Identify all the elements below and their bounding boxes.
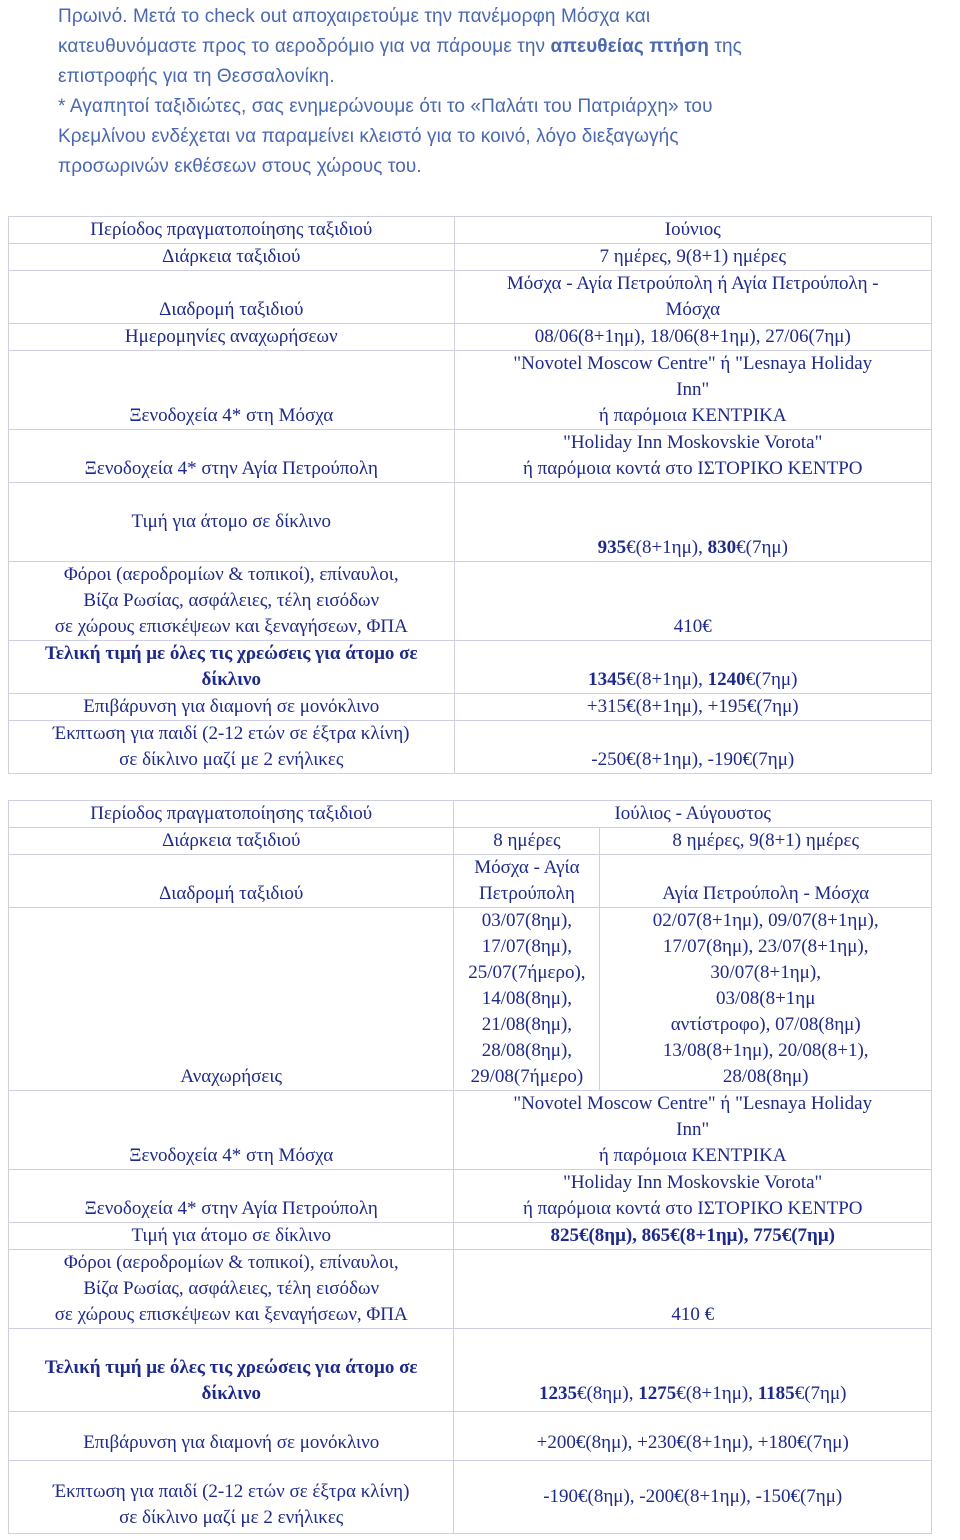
route-label: Διαδρομή ταξιδιού [9,271,455,324]
hotel-spb-value [454,430,931,483]
intro-note-line: προσωρινών εκθέσεων στους χώρους του. [58,156,422,177]
table-row [9,1170,932,1223]
total-line: δίκλινο [201,669,262,690]
total-line: Τελική τιμή με όλες τις χρεώσεις για άτομο σε [44,1357,418,1378]
intro-note-line: * Αγαπητοί ταξιδιώτες, σας ενημερώνουμε ότι το «Παλάτι του Πατριάρχη» του [58,96,713,117]
table-row [9,721,932,774]
departure-date: 03/08(8+1ημ [715,988,816,1009]
route-label: Διαδρομή ταξιδιού [9,855,454,908]
departure-date: 30/07(8+1ημ), [710,962,821,983]
taxes-line: Βίζα Ρωσίας, ασφάλειες, τέλη εισόδων [83,590,380,611]
total-line: Τελική τιμή με όλες τις χρεώσεις για άτομο σε [44,643,418,664]
departure-date: 25/07(7ήμερο), [468,962,586,983]
table-row [9,1461,932,1534]
price-value: 825€(8ημ), 865€(8+1ημ), 775€(7ημ) [454,1223,932,1250]
single-value: +200€(8ημ), +230€(8+1ημ), +180€(7ημ) [454,1412,932,1461]
route-line: Πετρούπολη [479,883,575,904]
intro-line [58,32,948,62]
intro-line: Πρωινό. Μετά το check out αποχαιρετούμε την πανέμορφη Μόσχα και [58,6,651,27]
total-unit: €(7ημ) [794,1383,847,1404]
taxes-line: σε χώρους επισκέψεων και ξεναγήσεων, ΦΠΑ [54,1304,408,1325]
departure-date: 29/08(7ήμερο) [470,1066,584,1087]
table-row [9,908,932,1091]
table-row [9,694,932,721]
departure-date: 03/07(8ημ), [481,910,573,931]
taxes-line: Φόροι (αεροδρομίων & τοπικοί), επίναυλοι, [63,564,399,585]
hotel-line: "Novotel Moscow Centre" ή "Lesnaya Holiday [513,1093,873,1114]
intro-bold-text: απευθείας πτήση [550,36,709,57]
duration-value: 7 ημέρες, 9(8+1) ημέρες [454,244,931,271]
departure-date: 21/08(8ημ), [481,1014,573,1035]
price-number: 935 [597,537,627,558]
departure-date: 28/08(8ημ), [481,1040,573,1061]
single-label: Επιβάρυνση για διαμονή σε μονόκλινο [9,694,455,721]
dates-value: 08/06(8+1ημ), 18/06(8+1ημ), 27/06(7ημ) [454,324,931,351]
table-row [9,217,932,244]
table-row [9,562,932,641]
table-row [9,1412,932,1461]
total-unit: €(8+1ημ), [626,669,708,690]
child-line: σε δίκλινο μαζί με 2 ενήλικες [119,1507,344,1528]
hotel-spb-label: Ξενοδοχεία 4* στην Αγία Πετρούπολη [9,1170,454,1223]
route-line: Μόσχα - Αγία [474,857,580,878]
taxes-line: σε χώρους επισκέψεων και ξεναγήσεων, ΦΠΑ [54,616,408,637]
child-label [9,1461,454,1534]
price-number: 830 [707,537,737,558]
departure-date: 17/07(8ημ), 23/07(8+1ημ), [662,936,869,957]
total-line: δίκλινο [201,1383,261,1404]
total-label [9,641,455,694]
hotel-moscow-label: Ξενοδοχεία 4* στη Μόσχα [9,1091,454,1170]
intro-text [58,2,948,182]
departures-label: Αναχωρήσεις [9,908,454,1091]
taxes-label [9,562,455,641]
route-value-line: Μόσχα [665,299,721,320]
table-row [9,801,932,828]
intro-text-part: κατευθυνόμαστε προς το αεροδρόμιο για να πάρουμε την [58,36,551,57]
table-row [9,828,932,855]
child-value: -190€(8ημ), -200€(8+1ημ), -150€(7ημ) [454,1461,932,1534]
total-number: 1275 [638,1383,677,1404]
taxes-value: 410€ [454,562,931,641]
june-price-table [8,216,932,774]
duration-value-a: 8 ημέρες [454,828,600,855]
table-row [9,244,932,271]
price-label: Τιμή για άτομο σε δίκλινο [9,1223,454,1250]
hotel-moscow-value [454,351,931,430]
hotel-line: ή παρόμοια κοντά στο ΙΣΤΟΡΙΚΟ ΚΕΝΤΡΟ [523,458,863,479]
hotel-moscow-value [454,1091,932,1170]
table-row [9,430,932,483]
period-label: Περίοδος πραγματοποίησης ταξιδιού [9,801,454,828]
total-value [454,1329,932,1412]
departure-date: αντίστροφο), 07/08(8ημ) [670,1014,861,1035]
hotel-spb-value [454,1170,932,1223]
duration-value-b: 8 ημέρες, 9(8+1) ημέρες [600,828,932,855]
hotel-line: "Holiday Inn Moskovskie Vorota" [563,432,823,453]
total-number: 1185 [757,1383,795,1404]
hotel-line: ή παρόμοια κοντά στο ΙΣΤΟΡΙΚΟ ΚΕΝΤΡΟ [522,1198,863,1219]
route-value [454,271,931,324]
hotel-line: ή παρόμοια ΚΕΝΤΡΙΚΑ [598,1145,787,1166]
table-row [9,483,932,562]
total-number: 1240 [707,669,746,690]
departure-date: 14/08(8ημ), [481,988,573,1009]
taxes-value: 410 € [454,1250,932,1329]
table-row [9,1250,932,1329]
child-value: -250€(8+1ημ), -190€(7ημ) [454,721,931,774]
route-value-b: Αγία Πετρούπολη - Μόσχα [600,855,932,908]
dates-label: Ημερομηνίες αναχωρήσεων [9,324,455,351]
departure-date: 28/08(8ημ) [722,1066,809,1087]
price-label: Τιμή για άτομο σε δίκλινο [9,483,455,562]
hotel-moscow-label: Ξενοδοχεία 4* στη Μόσχα [9,351,455,430]
hotel-line: ή παρόμοια ΚΕΝΤΡΙΚΑ [598,405,787,426]
total-number: 1235 [538,1383,577,1404]
table-row [9,1223,932,1250]
child-line: Έκπτωση για παιδί (2-12 ετών σε έξτρα κλίνη) [53,723,410,744]
table-row [9,855,932,908]
total-number: 1345 [588,669,627,690]
taxes-line: Φόροι (αεροδρομίων & τοπικοί), επίναυλοι, [63,1252,399,1273]
intro-text-part: της [709,36,742,57]
total-value [454,641,931,694]
july-august-price-table [8,800,932,1534]
single-value: +315€(8+1ημ), +195€(7ημ) [454,694,931,721]
table-row [9,1091,932,1170]
period-value: Ιούνιος [454,217,931,244]
child-label [9,721,455,774]
departures-value-b [600,908,932,1091]
table-row [9,351,932,430]
route-value-line: Μόσχα - Αγία Πετρούπολη ή Αγία Πετρούπολη - [506,273,879,294]
departure-date: 02/07(8+1ημ), 09/07(8+1ημ), [652,910,879,931]
taxes-label [9,1250,454,1329]
hotel-line: "Novotel Moscow Centre" ή "Lesnaya Holiday [513,353,873,374]
total-unit: €(8+1ημ), [676,1383,758,1404]
hotel-line: "Holiday Inn Moskovskie Vorota" [563,1172,823,1193]
table-row [9,324,932,351]
period-label: Περίοδος πραγματοποίησης ταξιδιού [9,217,455,244]
departures-value-a [454,908,600,1091]
hotel-line: Inn" [676,1119,710,1140]
table-row [9,1329,932,1412]
hotel-spb-label: Ξενοδοχεία 4* στην Αγία Πετρούπολη [9,430,455,483]
taxes-line: Βίζα Ρωσίας, ασφάλειες, τέλη εισόδων [83,1278,380,1299]
duration-label: Διάρκεια ταξιδιού [9,828,454,855]
price-unit: €(8+1ημ), [626,537,708,558]
duration-label: Διάρκεια ταξιδιού [9,244,455,271]
intro-line: επιστροφής για τη Θεσσαλονίκη. [58,66,335,87]
period-value: Ιούλιος - Αύγουστος [454,801,932,828]
route-value-a [454,855,600,908]
single-label: Επιβάρυνση για διαμονή σε μονόκλινο [9,1412,454,1461]
table-row [9,641,932,694]
child-line: σε δίκλινο μαζί με 2 ενήλικες [119,749,344,770]
child-line: Έκπτωση για παιδί (2-12 ετών σε έξτρα κλίνη) [52,1481,410,1502]
total-unit: €(8ημ), [576,1383,639,1404]
price-value [454,483,931,562]
hotel-line: Inn" [676,379,710,400]
price-unit: €(7ημ) [736,537,788,558]
departure-date: 13/08(8+1ημ), 20/08(8+1), [662,1040,869,1061]
total-label [9,1329,454,1412]
total-unit: €(7ημ) [745,669,798,690]
intro-note-line: Κρεμλίνου ενδέχεται να παραμείνει κλειστό για το κοινό, λόγο διεξαγωγής [58,126,679,147]
table-row [9,271,932,324]
departure-date: 17/07(8ημ), [481,936,573,957]
